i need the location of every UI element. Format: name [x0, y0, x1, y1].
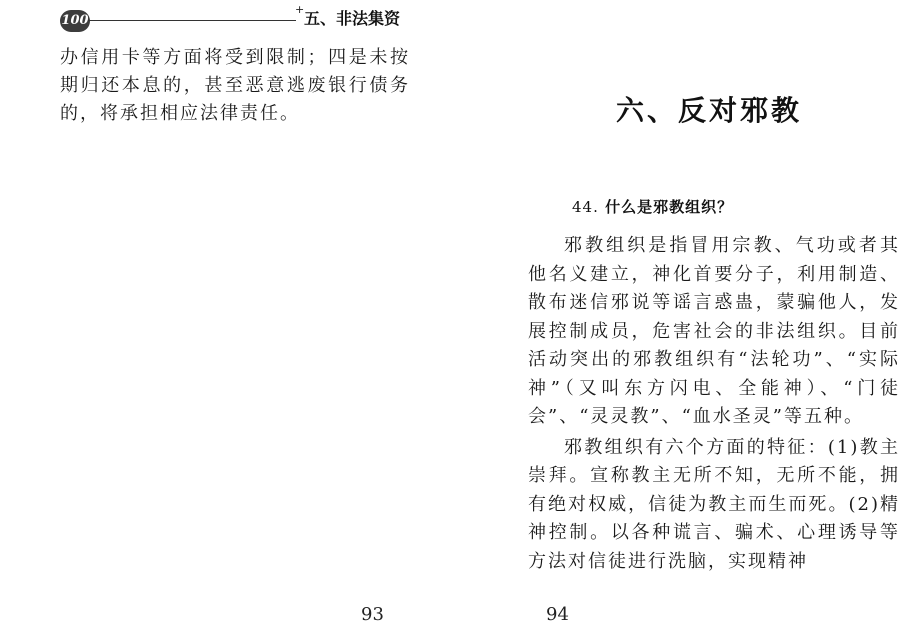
right-body-text — [528, 232, 900, 578]
page-number-right: 94 — [546, 604, 569, 625]
page-badge: 100 — [60, 10, 90, 32]
paragraph: 邪教组织有六个方面的特征：(1)教主崇拜。宣称教主无所不知，无所不能，拥有绝对权威，信徒为教主而生而死。(2)精神控制。以各种谎言、骗术、心理诱导等方法对信徒进行洗脑，实现精神 — [528, 436, 900, 572]
right-page — [460, 0, 924, 640]
running-header-title: 五、非法集资 — [304, 9, 401, 28]
header-plus-mark: + — [295, 3, 305, 16]
header-rule — [88, 20, 296, 21]
page-number-left: 93 — [361, 604, 384, 625]
left-body-text: 办信用卡等方面将受到限制；四是未按期归还本息的，甚至恶意逃废银行债务的，将承担相应法律责任。 — [60, 47, 410, 124]
question-heading — [572, 196, 733, 218]
question-text: 什么是邪教组织？ — [605, 198, 734, 216]
question-number: 44. — [572, 198, 599, 216]
left-page — [0, 0, 460, 640]
paragraph: 邪教组织是指冒用宗教、气功或者其他名义建立，神化首要分子，利用制造、散布迷信邪说等谣言惑蛊，蒙骗他人，发展控制成员，危害社会的非法组织。目前活动突出的邪教组织有“法轮功”、“实际神”（又叫东方闪电、全能神）、“门徒会”、“灵灵教”、“血水圣灵”等五种。 — [528, 235, 900, 427]
chapter-title: 六、反对邪教 — [616, 94, 803, 127]
